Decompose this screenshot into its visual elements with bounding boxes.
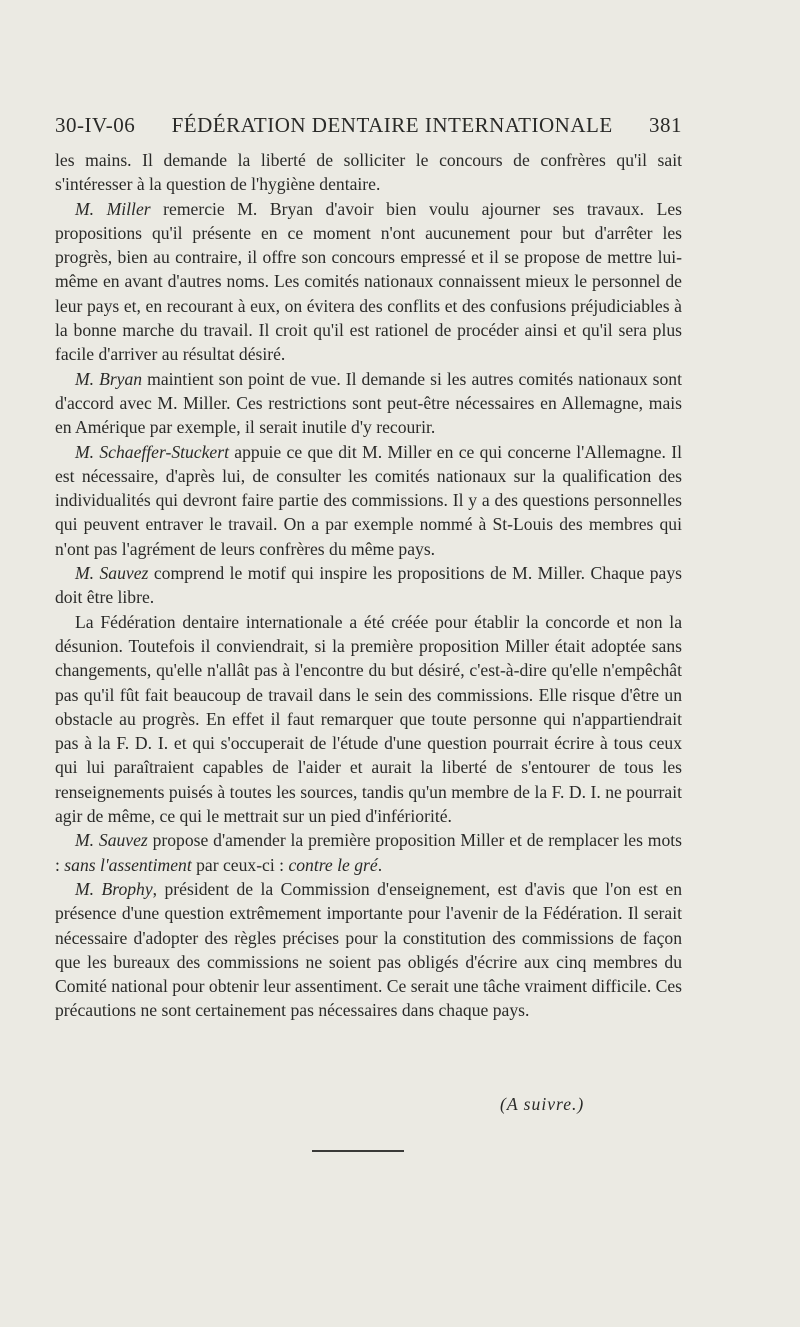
paragraph-2: M. Miller remercie M. Bryan d'avoir bien voulu ajourner ses travaux. Les propositions qu'il présente en ce moment n'ont aucunement pour but d'arrêter les progrès, bien au contraire, il offre son concours empressé et il se propose de mettre lui-même en avant d'autres noms. Les comités nationaux connaissent mieux le personnel de leur pays et, en recourant à eux, on évitera des conflits et des confusions préjudiciables à la bonne marche du travail. Il croit qu'il est rationel de procéder ainsi et qu'il sera plus facile d'arriver au résultat désiré. — [55, 198, 682, 365]
speaker-name: M. Bryan — [75, 368, 143, 389]
header-title: FÉDÉRATION DENTAIRE INTERNATIONALE — [171, 113, 613, 137]
paragraph-8: M. Brophy, président de la Commission d'enseignement, est d'avis que l'on est en présence d'une question extrêmement importante pour l'avenir de la Fédération. Il serait nécessaire d'adopter des règles précises pour la constitution des commissions de façon que les bureaux des commissions ne soient pas obligés d'écrire aux cinq membres du Comité national pour obtenir leur assentiment. Ce serait une tâche vraiment difficile. Ces précautions ne sont certainement pas nécessaires dans chaque pays. — [55, 878, 683, 1021]
speaker-name: M. Miller — [75, 198, 151, 219]
running-header — [55, 113, 682, 138]
section-divider — [312, 1150, 404, 1152]
continuation-note: (A suivre.) — [500, 1094, 585, 1114]
page-number: 381 — [649, 113, 682, 137]
paragraph-5: M. Sauvez comprend le motif qui inspire les propositions de M. Miller. Chaque pays doit être libre. — [55, 563, 682, 608]
speaker-name: M. Sauvez — [75, 563, 149, 584]
body-text — [55, 148, 682, 1023]
paragraph-6: La Fédération dentaire internationale a été créée pour établir la concorde et non la désunion. Toutefois il conviendrait, si la première proposition Miller était adoptée sans changements, qu'elle n'allât pas à l'encontre du but désiré, c'est-à-dire qu'elle n'empêchât pas qu'il fût fait beaucoup de travail dans le sein des commissions. Elle risque d'être un obstacle au progrès. En effet il faut remarquer que toute personne qui n'appartiendrait pas à la F. D. I. et qui s'occuperait de l'étude d'une question pourrait écrire à tous ceux qui lui paraîtraient capables de l'aider et aurait la liberté de s'entourer de tous les renseignements puisés à toutes les sources, tandis qu'un membre de la F. D. I. ne pourrait agir de même, ce qui le mettrait sur un pied d'infériorité. — [55, 611, 682, 827]
header-date: 30-IV-06 — [55, 113, 136, 137]
speaker-name: M. Sauvez — [75, 830, 148, 851]
paragraph-3: M. Bryan maintient son point de vue. Il demande si les autres comités nationaux sont d'accord avec M. Miller. Ces restrictions sont peut-être nécessaires en Allemagne, mais en Amérique par exemple, il serait inutile d'y recourir. — [55, 368, 682, 438]
speaker-name: M. Schaeffer-Stuckert — [75, 441, 229, 462]
speaker-name: M. Brophy — [75, 878, 153, 899]
paragraph-4: M. Schaeffer-Stuckert appuie ce que dit M. Miller en ce qui concerne l'Allemagne. Il est nécessaire, d'après lui, de consulter les comités nationaux sur la qualification des individualités qui devront faire partie des commissions. Il y a des questions personnelles qui peuvent entraver le travail. On a par exemple nommé à St-Louis des membres qui n'ont pas l'agrément de leurs confrères du même pays. — [55, 441, 683, 559]
paragraph-7: M. Sauvez propose d'amender la première proposition Miller et de remplacer les mots : sans l'assentiment par ceux-ci : contre le gré. — [55, 830, 683, 875]
paragraph-1: les mains. Il demande la liberté de solliciter le concours de confrères qu'il sait s'intéresser à la question de l'hygiène dentaire. — [55, 150, 682, 195]
